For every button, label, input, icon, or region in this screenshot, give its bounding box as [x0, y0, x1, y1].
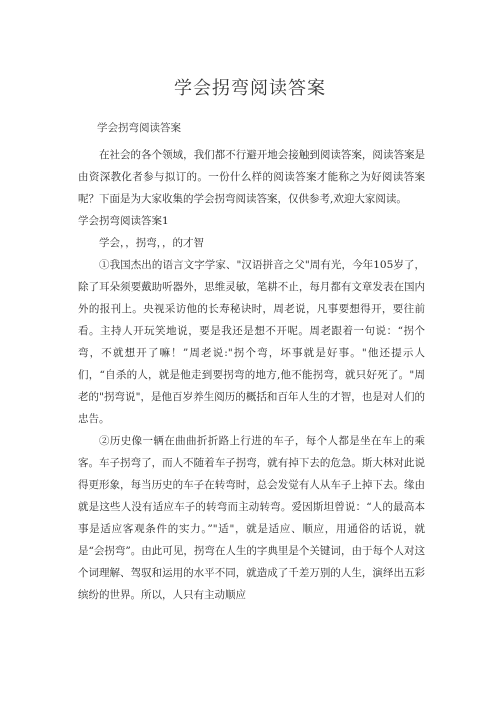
paragraph-2: ②历史像一辆在曲曲折折路上行进的车子，每个人都是坐在车上的乘客。车子拐弯了，而人不随着车子拐弯，就有掉下去的危急。斯大林对此说得更形象，每当历史的车子在转弯时，总会发觉有人从车子上掉下去。缘由就是这些人没有适应车子的转弯而主动转弯。爱因斯坦曾说：“人的最高本事是适应客观条件的实力。”"适"，就是适应、顺应，用通俗的话说，就是“会拐弯”。由此可见，拐弯在人生的字典里是个关键词，由于每个人对这个词理解、驾驭和运用的水平不同，就造成了千差万别的人生，演绎出五彩缤纷的世界。所以，人只有主动顺应: [78, 435, 425, 601]
document-subtitle: 学会拐弯阅读答案: [97, 122, 181, 134]
paragraph-1: ①我国杰出的语言文字学家、"汉语拼音之父"周有光，今年105岁了，除了耳朵须要戴助听器外，思维灵敏，笔耕不止，每月都有文章发表在国内外的报刊上。央视采访他的长寿秘诀时，周老说，凡事要想得开，要往前看。主持人开玩笑地说，要是我还是想不开呢。周老跟着一句说：“拐个弯，不就想开了嘛！”周老说:"拐个弯，坏事就是好事。"他还提示人们，“自杀的人，就是他走到要拐弯的地方,他不能拐弯，就只好死了。"周老的"拐弯说"，是他百岁养生阅历的概括和百年人生的才智，也是对人们的忠告。: [78, 259, 425, 425]
document-body: [78, 144, 425, 606]
section-heading: 学会拐弯阅读答案1: [78, 215, 169, 227]
intro-paragraph: 在社会的各个领域，我们都不行避开地会接触到阅读答案，阅读答案是由资深教化者参与拟订的。一份什么样的阅读答案才能称之为好阅读答案呢？下面是为大家收集的学会拐弯阅读答案，仅供参考,欢迎大家阅读。: [78, 149, 425, 205]
document-title: 学会拐弯阅读答案: [174, 78, 326, 99]
blank-line: 学会，，拐弯，，的才智: [99, 237, 204, 249]
